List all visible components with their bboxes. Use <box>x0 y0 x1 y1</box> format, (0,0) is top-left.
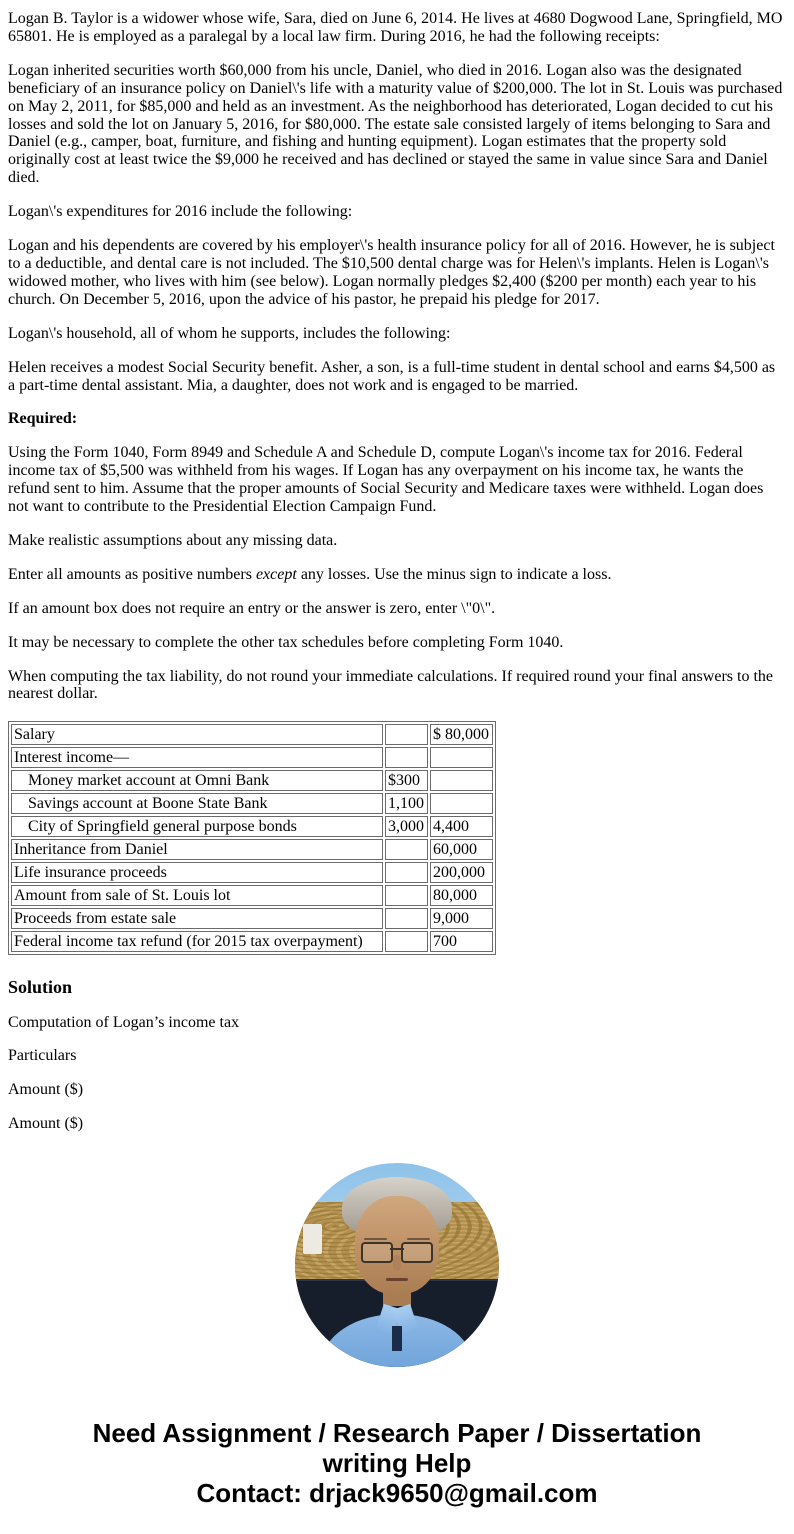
item-label-cell: Salary <box>11 724 383 745</box>
item-label-cell: Life insurance proceeds <box>11 862 383 883</box>
instructions-paragraph: When computing the tax liability, do not round your immediate calculations. If required round your final answers to the nearest dollar. <box>8 667 773 703</box>
item-label-cell: Interest income— <box>11 747 383 768</box>
amount1-cell <box>385 839 428 860</box>
table-row <box>11 816 493 837</box>
photo-glasses-right-lens <box>401 1242 433 1263</box>
photo-switch-plate <box>303 1224 322 1254</box>
table-row <box>11 793 493 814</box>
amount2-cell <box>430 770 493 791</box>
item-label-cell: Money market account at Omni Bank <box>11 770 383 791</box>
amount1-cell <box>385 885 428 906</box>
amount1-cell <box>385 908 428 929</box>
receipts-table <box>8 721 496 955</box>
instructions-paragraph: Make realistic assumptions about any missing data. <box>8 531 338 549</box>
required-heading: Required: <box>8 410 78 428</box>
instructions-paragraph: Using the Form 1040, Form 8949 and Schedule A and Schedule D, compute Logan\'s income tax for 2016. Federal income tax of $5,500 was withheld from his wages. If Logan has any overpayment on his income tax, he wants the refund sent to him. Assume that the proper amounts of Social Security and Medicare taxes were withheld. Logan does not want to contribute to the Presidential Election Campaign Fund. <box>8 444 764 516</box>
amount2-cell <box>430 747 493 768</box>
amount1-cell <box>385 724 428 745</box>
table-row <box>11 885 493 906</box>
contact-email: Contact: drjack9650@gmail.com <box>196 1478 598 1509</box>
amount2-cell: 4,400 <box>430 816 493 837</box>
table-row <box>11 747 493 768</box>
table-row <box>11 862 493 883</box>
table-row <box>11 839 493 860</box>
loss-note-paragraph <box>8 566 786 584</box>
item-label-cell: Savings account at Boone State Bank <box>11 793 383 814</box>
amount2-cell: 60,000 <box>430 839 493 860</box>
help-banner <box>47 1418 747 1508</box>
amount1-cell: $300 <box>385 770 428 791</box>
amount2-cell: 700 <box>430 931 493 952</box>
photo-tie <box>392 1326 402 1350</box>
amount-header-2: Amount ($) <box>8 1115 84 1133</box>
photo-eyebrow-left <box>364 1238 386 1240</box>
expenditures-intro: Logan\'s expenditures for 2016 include the following: <box>8 203 353 221</box>
table-row <box>11 931 493 952</box>
item-label-cell: Inheritance from Daniel <box>11 839 383 860</box>
table-row <box>11 770 493 791</box>
loss-note-emphasis: except <box>255 565 297 583</box>
household-paragraph: Helen receives a modest Social Security benefit. Asher, a son, is a full-time student in dental school and earns $4,500 as a part-time dental assistant. Mia, a daughter, does not work and is engaged to be married. <box>8 358 776 394</box>
amount2-cell <box>430 793 493 814</box>
instructions-paragraph: If an amount box does not require an entry or the answer is zero, enter \"0\". <box>8 599 496 617</box>
amount1-cell <box>385 931 428 952</box>
inheritance-paragraph: Logan inherited securities worth $60,000 from his uncle, Daniel, who died in 2016. Logan also was the designated beneficiary of an insurance policy on Daniel\'s life with a maturity value of $200,000. The lot in St. Louis was purchased on May 2, 2011, for $85,000 and held as an investment. As the neighborhood has deteriorated, Logan decided to cut his losses and sold the lot on January 5, 2016, for $80,000. The estate sale consisted largely of items belonging to Sara and Daniel (e.g., camper, boat, furniture, and fishing and hunting equipment). Logan estimates that the property sold originally cost at least twice the $9,000 he received and has declined or stayed the same in value since Sara and Daniel died. <box>8 61 783 187</box>
amount2-cell: 200,000 <box>430 862 493 883</box>
photo-eyebrow-right <box>407 1238 429 1240</box>
amount1-cell <box>385 862 428 883</box>
photo-glasses-bridge <box>390 1248 404 1250</box>
particulars-label: Particulars <box>8 1047 77 1065</box>
loss-note-after: any losses. Use the minus sign to indicate a loss. <box>296 565 612 583</box>
table-row <box>11 908 493 929</box>
item-label-cell: Amount from sale of St. Louis lot <box>11 885 383 906</box>
photo-nose <box>393 1255 401 1271</box>
photo-glasses-left-lens <box>361 1242 393 1263</box>
computation-title: Computation of Logan’s income tax <box>8 1013 240 1031</box>
amount2-cell: 9,000 <box>430 908 493 929</box>
household-intro: Logan\'s household, all of whom he supports, includes the following: <box>8 324 451 342</box>
tutor-photo <box>295 1163 499 1367</box>
intro-paragraph: Logan B. Taylor is a widower whose wife, Sara, died on June 6, 2014. He lives at 4680 Dogwood Lane, Springfield, MO 65801. He is employed as a paralegal by a local law firm. During 2016, he had the following receipts: <box>8 10 783 45</box>
instructions-paragraph: It may be necessary to complete the other tax schedules before completing Form 1040. <box>8 633 564 651</box>
tutor-photo-container <box>8 1163 786 1372</box>
amount2-cell: $ 80,000 <box>430 724 493 745</box>
solution-heading: Solution <box>8 977 73 998</box>
item-label-cell: Federal income tax refund (for 2015 tax overpayment) <box>11 931 383 952</box>
amount-header-1: Amount ($) <box>8 1081 84 1099</box>
amount1-cell <box>385 747 428 768</box>
item-label-cell: Proceeds from estate sale <box>11 908 383 929</box>
loss-note-before: Enter all amounts as positive numbers <box>8 565 256 583</box>
expenditures-paragraph: Logan and his dependents are covered by his employer\'s health insurance policy for all of 2016. However, he is subject to a deductible, and dental care is not included. The $10,500 dental charge was for Helen\'s implants. Helen is Logan\'s widowed mother, who lives with him (see below). Logan normally pledges $2,400 ($200 per month) each year to his church. On December 5, 2016, upon the advice of his pastor, he prepaid his pledge for 2017. <box>8 237 775 308</box>
table-row <box>11 724 493 745</box>
item-label-cell: City of Springfield general purpose bonds <box>11 816 383 837</box>
amount1-cell: 1,100 <box>385 793 428 814</box>
amount1-cell: 3,000 <box>385 816 428 837</box>
photo-mouth <box>386 1278 408 1281</box>
help-title: Need Assignment / Research Paper / Dissertation writing Help <box>92 1418 702 1479</box>
amount2-cell: 80,000 <box>430 885 493 906</box>
